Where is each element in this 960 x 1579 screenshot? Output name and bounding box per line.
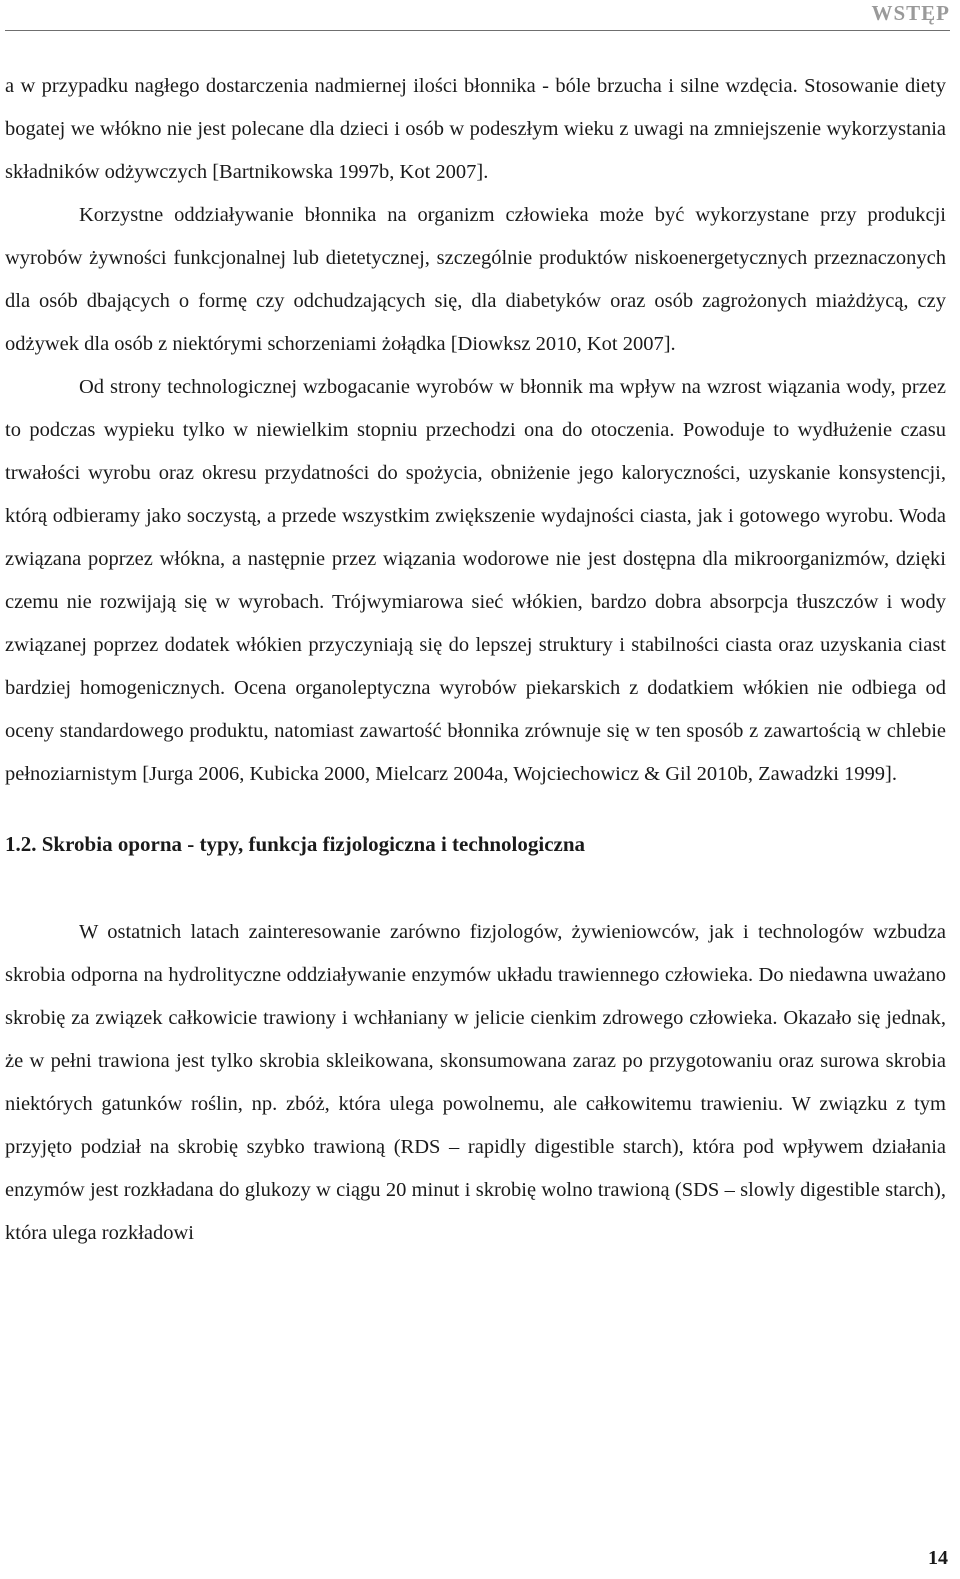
paragraph-fiber-technology: Od strony technologicznej wzbogacanie wyrobów w błonnik ma wpływ na wzrost wiązania wody, przez to podczas wypieku tylko w niewielkim stopniu przechodzi ona do otoczenia. Powoduje to wydłużenie czasu trwałości wyrobu oraz okresu przydatności do spożycia, obniżenie jego kaloryczności, uzyskanie konsystencji, którą odbieramy jako soczystą, a przede wszystkim zwiększenie wydajności ciasta, jak i gotowego wyrobu. Woda związana poprzez włókna, a następnie przez wiązania wodorowe nie jest dostępna dla mikroorganizmów, dzięki czemu nie rozwijają się w wyrobach. Trójwymiarowa sieć włókien, bardzo dobra absorpcja tłuszczów i wody związanej poprzez dodatek włókien przyczyniają się do lepszej struktury i stabilności ciasta oraz uzyskania ciast bardziej homogenicznych. Ocena organoleptyczna wyrobów piekarskich z dodatkiem włókien nie odbiega od oceny standardowego produktu, natomiast zawartość błonnika zrównuje się w ten sposób z zawartością w chlebie pełnoziarnistym [Jurga 2006, Kubicka 2000, Mielcarz 2004a, Wojciechowicz & Gil 2010b, Zawadzki 1999]. [5, 376, 946, 785]
page-number: 14 [928, 1547, 948, 1569]
header-divider [5, 30, 950, 31]
paragraph-resistant-starch: W ostatnich latach zainteresowanie zarówno fizjologów, żywieniowców, jak i technologów wzbudza skrobia odporna na hydrolityczne oddziaływanie enzymów układu trawiennego człowieka. Do niedawna uważano skrobię za związek całkowicie trawiony i wchłaniany w jelicie cienkim zdrowego człowieka. Okazało się jednak, że w pełni trawiona jest tylko skrobia skleikowana, skonsumowana zaraz po przygotowaniu oraz surowa skrobia niektórych gatunków roślin, np. zbóż, która ulega powolnemu, ale całkowitemu trawieniu. W związku z tym przyjęto podział na skrobię szybko trawioną (RDS – rapidly digestible starch), która pod wpływem działania enzymów jest rozkładana do glukozy w ciągu 20 minut i skrobię wolno trawioną (SDS – slowly digestible starch), która ulega rozkładowi [5, 921, 946, 1244]
section-heading: 1.2. Skrobia oporna - typy, funkcja fizjologiczna i technologiczna [5, 832, 586, 856]
running-header: WSTĘP [871, 1, 950, 25]
page-body [5, 65, 946, 1255]
paragraph-fiber-benefits: Korzystne oddziaływanie błonnika na organizm człowieka może być wykorzystane przy produkcji wyrobów żywności funkcjonalnej lub dietetycznej, szczególnie produktów niskoenergetycznych przeznaczonych dla osób dbających o formę czy odchudzających się, dla diabetyków oraz osób zagrożonych miażdżycą, czy odżywek dla osób z niektórymi schorzeniami żołądka [Diowksz 2010, Kot 2007]. [5, 204, 946, 355]
paragraph-continuation: a w przypadku nagłego dostarczenia nadmiernej ilości błonnika - bóle brzucha i silne wzdęcia. Stosowanie diety bogatej we włókno nie jest polecane dla dzieci i osób w podeszłym wieku z uwagi na zmniejszenie wykorzystania składników odżywczych [Bartnikowska 1997b, Kot 2007]. [5, 75, 946, 183]
